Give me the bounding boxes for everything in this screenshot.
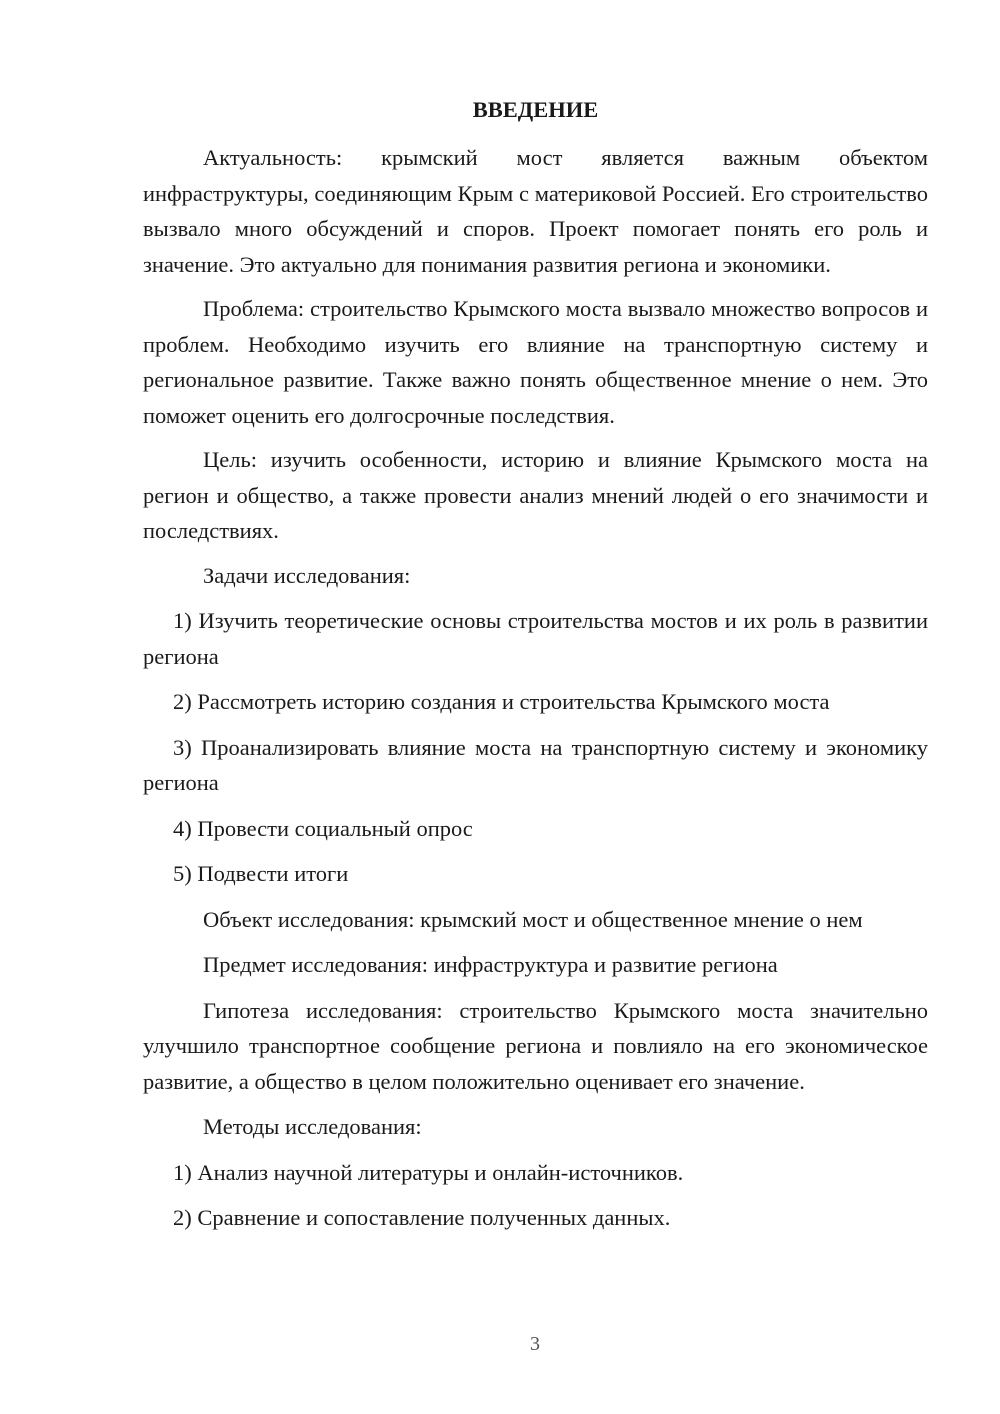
problem-paragraph: Проблема: строительство Крымского моста вызвало множество вопросов и проблем. Необходимо изучить его влияние на транспортную систему и региональное развитие. Также важно понять общественное мнение о нем. Это поможет оценить его долгосрочные последствия. <box>143 296 928 428</box>
object-paragraph: Объект исследования: крымский мост и общественное мнение о нем <box>203 906 863 932</box>
goal-paragraph: Цель: изучить особенности, историю и влияние Крымского моста на регион и общество, а также провести анализ мнений людей о его значимости и последствиях. <box>143 447 928 543</box>
methods-heading: Методы исследования: <box>203 1114 422 1139</box>
task-item-1: 1) Изучить теоретические основы строительства мостов и их роль в развитии региона <box>143 608 928 669</box>
method-item-2: 2) Сравнение и сопоставление полученных данных. <box>173 1205 671 1230</box>
relevance-paragraph: Актуальность: крымский мост является важным объектом инфраструктуры, соединяющим Крым с материковой Россией. Его строительство вызвало много обсуждений и споров. Проект помогает понять его роль и значение. Это актуально для понимания развития региона и экономики. <box>143 145 928 277</box>
method-item-1: 1) Анализ научной литературы и онлайн-источников. <box>173 1159 684 1185</box>
document-page <box>143 92 928 1246</box>
task-item-3: 3) Проанализировать влияние моста на транспортную систему и экономику региона <box>143 734 928 795</box>
task-item-2: 2) Рассмотреть историю создания и строительства Крымского моста <box>173 689 830 714</box>
page-title: ВВЕДЕНИЕ <box>472 97 599 122</box>
tasks-heading: Задачи исследования: <box>203 562 411 588</box>
page-number: 3 <box>530 1333 540 1355</box>
task-item-4: 4) Провести социальный опрос <box>173 815 473 841</box>
hypothesis-paragraph: Гипотеза исследования: строительство Крымского моста значительно улучшило транспортное сообщение региона и повлияло на его экономическое развитие, а общество в целом положительно оценивает его значение. <box>143 997 928 1094</box>
task-item-5: 5) Подвести итоги <box>173 861 349 886</box>
subject-paragraph: Предмет исследования: инфраструктура и развитие региона <box>203 952 778 977</box>
